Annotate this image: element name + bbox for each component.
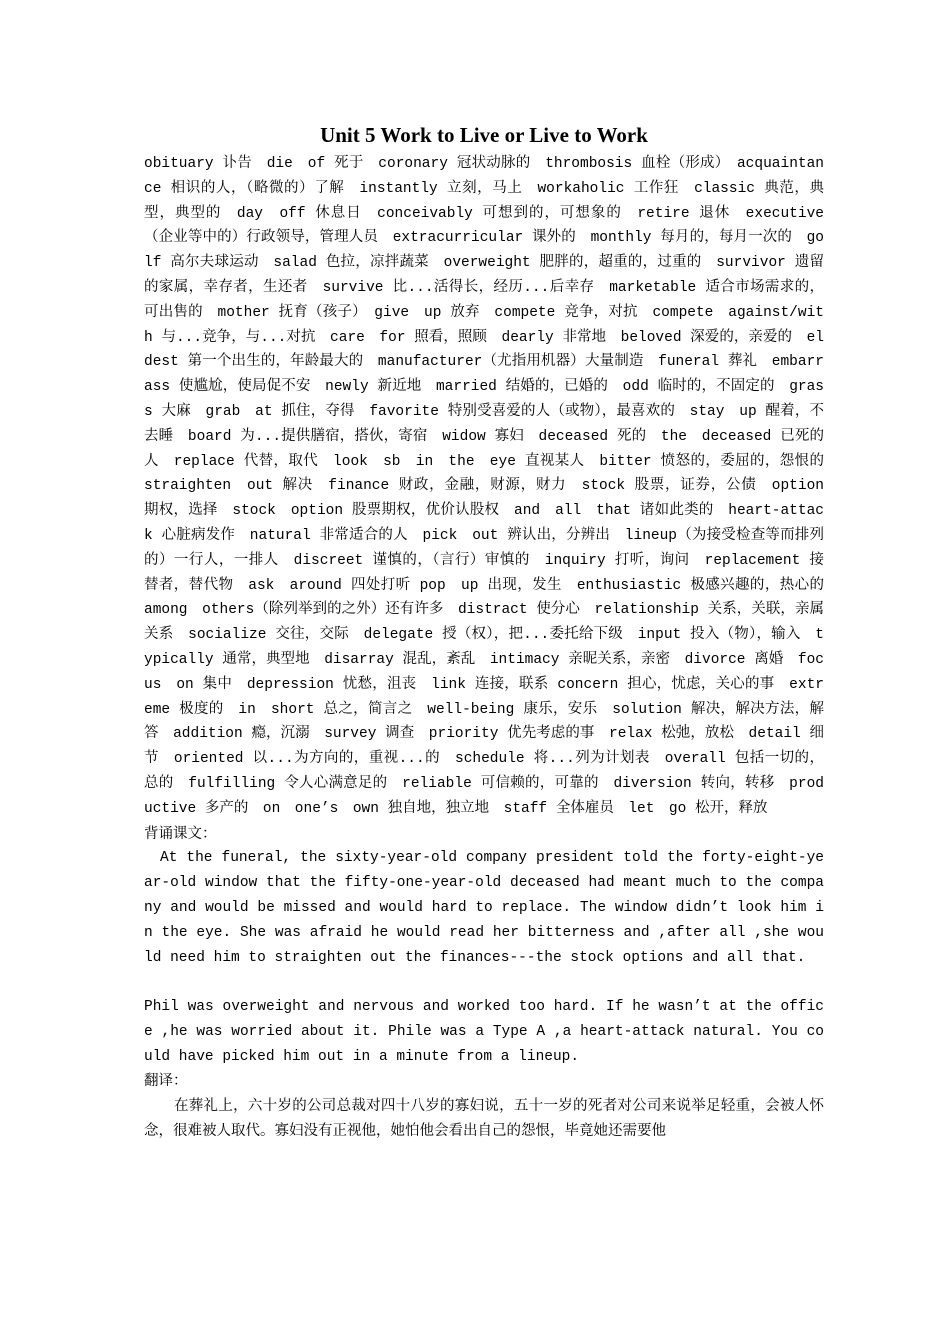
translation-paragraph: 在葬礼上，六十岁的公司总裁对四十八岁的寡妇说，五十一岁的死者对公司来说举足轻重，会被人怀念，很难被人取代。寡妇没有正视他，她怕他会看出自己的怨恨，毕竟她还需要他	[144, 1098, 824, 1140]
recite-paragraph-1: At the funeral, the sixty-year-old company president told the forty-eight-year-old window that the fifty-one-year-old deceased had meant much to the company and would be missed and would hard to replace. The window didn’t look him in the eye. She was afraid he would read her bitterness and ,after all ,she would need him to straighten out the finances---the stock options and all that.	[144, 850, 824, 966]
recite-paragraph-2: Phil was overweight and nervous and worked too hard. If he wasn’t at the office ,he was worried about it. Phile was a Type A ,a heart-attack natural. You could have picked him out in a minute from a lineup.	[144, 999, 824, 1065]
blank-line	[144, 970, 824, 995]
document-page	[144, 122, 839, 1144]
translation-label: 翻译：	[144, 1073, 188, 1090]
vocabulary-list: obituary 讣告 die of 死于 coronary 冠状动脉的 thrombosis 血栓（形成） acquaintance 相识的人，（略微的）了解 instantly 立刻，马上 workaholic 工作狂 classic 典范，典型，典型的 day off 休息日 conceivably 可想到的，可想象的 retire 退休 executive（企业等中的）行政领导，管理人员 extracurricular 课外的 monthly 每月的，每月一次的 golf 高尔夫球运动 salad 色拉，凉拌蔬菜 overweight 肥胖的，超重的，过重的 survivor 遗留的家属，幸存者，生还者 survive 比...活得长，经历...后幸存 marketable 适合市场需求的，可出售的 mother 抚育（孩子） give up 放弃 compete 竞争，对抗 compete against/with 与...竞争，与...对抗 care for 照看，照顾 dearly 非常地 beloved 深爱的，亲爱的 eldest 第一个出生的，年龄最大的 manufacturer（尤指用机器）大量制造 funeral 葬礼 embarrass 使尴尬，使局促不安 newly 新近地 married 结婚的，已婚的 odd 临时的，不固定的 grass 大麻 grab at 抓住，夺得 favorite 特别受喜爱的人（或物），最喜欢的 stay up 醒着，不去睡 board 为...提供膳宿，搭伙，寄宿 widow 寡妇 deceased 死的 the deceased 已死的人 replace 代替，取代 look sb in the eye 直视某人 bitter 愤怒的，委屈的，怨恨的 straighten out 解决 finance 财政，金融，财源，财力 stock 股票，证券，公债 option 期权，选择 stock option 股票期权，优价认股权 and all that 诸如此类的 heart-attack 心脏病发作 natural 非常适合的人 pick out 辨认出，分辨出 lineup（为接受检查等而排列的）一行人，一排人 discreet 谨慎的，（言行）审慎的 inquiry 打听，询问 replacement 接替者，替代物 ask around 四处打听 pop up 出现，发生 enthusiastic 极感兴趣的，热心的 among others（除列举到的之外）还有许多 distract 使分心 relationship 关系，关联，亲属关系 socialize 交往，交际 delegate 授（权），把...委托给下级 input 投入（物），输入 typically 通常，典型地 disarray 混乱，紊乱 intimacy 亲昵关系，亲密 divorce 离婚 focus on 集中 depression 忧愁，沮丧 link 连接，联系 concern 担心，忧虑，关心的事 extreme 极度的 in short 总之，简言之 well-being 康乐，安乐 solution 解决，解决方法，解答 addition 瘾，沉溺 survey 调查 priority 优先考虑的事 relax 松弛，放松 detail 细节 oriented 以...为方向的，重视...的 schedule 将...列为计划表 overall 包括一切的，总的 fulfilling 令人心满意足的 reliable 可信赖的，可靠的 diversion 转向，转移 productive 多产的 on one’s own 独自地，独立地 staff 全体雇员 let go 松开，释放	[144, 156, 839, 817]
page-title: Unit 5 Work to Live or Live to Work	[320, 123, 648, 147]
recite-label: 背诵课文：	[144, 825, 217, 842]
